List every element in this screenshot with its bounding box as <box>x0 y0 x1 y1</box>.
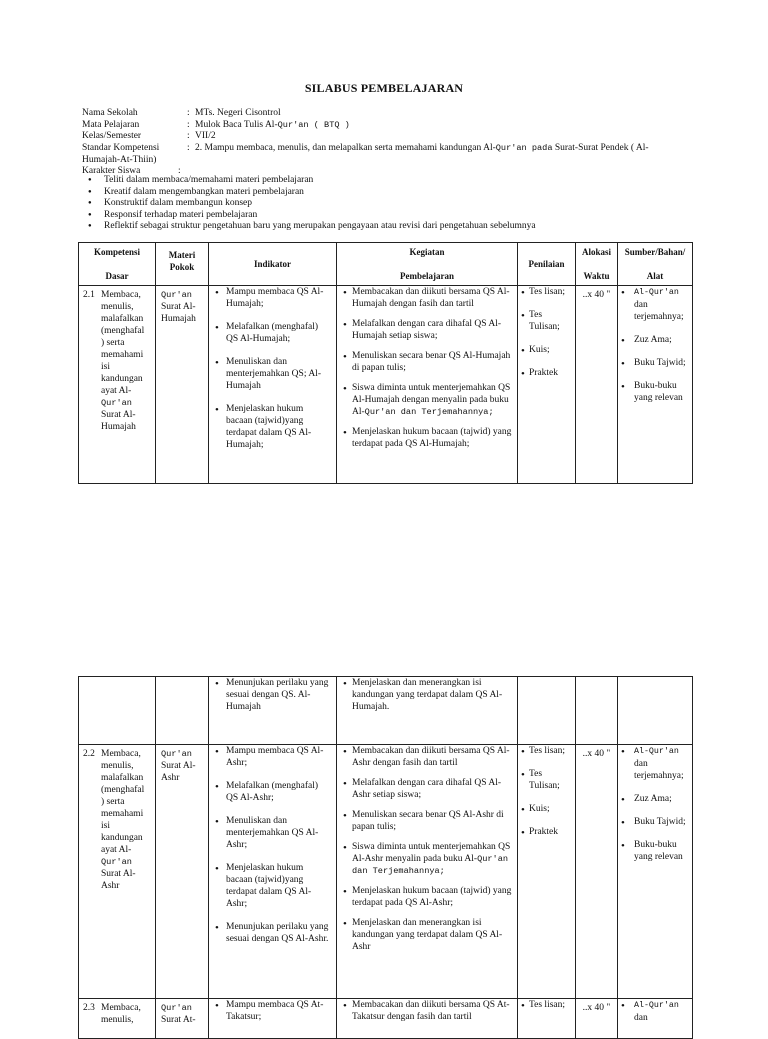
list-item: • Siswa diminta untuk menterjemahkan QS Al-Ashr menyalin pada buku Al-Qur'an dan Terjemahannya; <box>343 841 513 877</box>
indikator-cell <box>209 286 337 484</box>
list-item: • Kuis; <box>521 803 571 815</box>
waktu-cell <box>576 286 618 484</box>
karakter-item: ● Teliti dalam membaca/memahami materi pembelajaran <box>88 174 728 186</box>
list-item: • Menjelaskan hukum bacaan (tajwid) yang terdapat pada QS Al-Ashr; <box>343 885 513 909</box>
waktu-value: ..x 40 " <box>582 290 611 300</box>
list-item: • Menjelaskan hukum bacaan (tajwid) yang terdapat pada QS Al-Humajah; <box>343 426 513 450</box>
waktu-cell <box>576 745 618 999</box>
table-row <box>79 745 693 999</box>
alat-cell <box>618 999 693 1039</box>
waktu-value: ..x 40 " <box>582 1003 611 1013</box>
list-item: • Menjelaskan hukum bacaan (tajwid)yang terdapat dalam QS Al-Humajah; <box>215 403 332 451</box>
list-item: • Menjelaskan dan menerangkan isi kandungan yang terdapat dalam QS Al-Humajah. <box>343 677 513 713</box>
kd-quran: Qur'an <box>101 857 132 867</box>
table-row <box>79 286 693 484</box>
table-row <box>79 677 693 745</box>
kd-text: Membaca, menulis, malafalkan (menghafal ) serta memahami isi kandungan ayat Al- <box>101 290 145 396</box>
list-item: • Menjelaskan hukum bacaan (tajwid)yang terdapat dalam QS Al-Ashr; <box>215 862 332 910</box>
karakter-item: ● Reflektif sebagai struktur pengetahuan baru yang merupakan pengayaan atau revisi dari pengetahuan sebelumnya <box>88 220 728 232</box>
list-item: • Mampu membaca QS Al-Ashr; <box>215 745 332 769</box>
alat-cell <box>618 745 693 999</box>
list-item: • Membacakan dan diikuti bersama QS At-Takatsur dengan fasih dan tartil <box>343 999 513 1023</box>
materi-text: Surat At- <box>161 1015 196 1025</box>
meta-nama-sekolah: Nama Sekolah : MTs. Negeri Cisontrol <box>82 108 281 118</box>
karakter-item: ● Konstruktif dalam membangun konsep <box>88 197 728 209</box>
list-item: • Melafalkan dengan cara dihafal QS Al-Ashr setiap siswa; <box>343 777 513 801</box>
karakter-item: ● Kreatif dalam mengembangkan materi pembelajaran <box>88 186 728 198</box>
list-item: • Mampu membaca QS At-Takatsur; <box>215 999 332 1023</box>
header-alokasi-waktu: Alokasi Waktu <box>576 243 618 286</box>
kd-number: 2.1 <box>83 290 95 300</box>
meta-label: Mata Pelajaran <box>82 119 140 130</box>
list-item: • Praktek <box>521 826 571 838</box>
table-row <box>79 999 693 1039</box>
list-item: • Membacakan dan diikuti bersama QS Al-Humajah dengan fasih dan tartil <box>343 286 513 310</box>
kd-cell <box>79 999 156 1039</box>
indikator-cell <box>209 745 337 999</box>
list-item: • Menunjukan perilaku yang sesuai dengan QS. Al-Humajah <box>215 677 332 713</box>
list-item: • Zuz Ama; <box>621 334 688 346</box>
kd-quran: Qur'an <box>101 398 132 408</box>
syllabus-table-2 <box>78 676 693 1039</box>
kd-cell <box>79 286 156 484</box>
list-item: • Praktek <box>521 367 571 379</box>
list-item: • Al-Qur'an dan <box>621 999 688 1024</box>
list-item: • Tes lisan; <box>521 745 571 757</box>
meta-label: Karakter Siswa <box>82 166 141 177</box>
karakter-list <box>88 174 728 232</box>
page-title: SILABUS PEMBELAJARAN <box>304 81 464 95</box>
penilaian-cell <box>518 745 576 999</box>
kegiatan-cell <box>337 745 518 999</box>
list-item: • Zuz Ama; <box>621 793 688 805</box>
kd-number: 2.3 <box>83 1003 95 1013</box>
materi-cell <box>156 999 209 1039</box>
penilaian-cell <box>518 999 576 1039</box>
list-item: • Tes lisan; <box>521 286 571 298</box>
meta-label: Standar Kompetensi <box>82 143 160 154</box>
header-kompetensi-dasar: Kompetensi Dasar <box>79 243 156 286</box>
identity-block <box>82 107 682 177</box>
kd-text: Membaca, menulis, <box>101 1003 141 1025</box>
list-item: • Menunjukan perilaku yang sesuai dengan QS Al-Ashr. <box>215 921 332 945</box>
list-item: • Membacakan dan diikuti bersama QS Al-Ashr dengan fasih dan tartil <box>343 745 513 769</box>
list-item: • Menuliskan dan menterjemahkan QS Al-Ashr; <box>215 815 332 851</box>
materi-quran: Qur'an <box>161 749 192 759</box>
materi-quran: Qur'an <box>161 1003 192 1013</box>
materi-text: Surat Al-Ashr <box>161 761 196 783</box>
meta-value: Surat-Surat Pendek ( Al- <box>552 143 649 154</box>
syllabus-table-1 <box>78 242 693 484</box>
list-item: • Buku Tajwid; <box>621 816 688 828</box>
meta-value: Mulok Baca Tulis Al- <box>195 119 278 130</box>
kd-surah: Surat Al-Ashr <box>101 869 136 891</box>
materi-cell <box>156 745 209 999</box>
header-indikator: Indikator <box>209 243 337 286</box>
list-item: • Menuliskan dan menterjemahkan QS; Al-Humajah <box>215 356 332 392</box>
penilaian-cell <box>518 286 576 484</box>
meta-value-mono: Qur'an pada <box>495 143 553 154</box>
list-item: • Menuliskan secara benar QS Al-Humajah di papan tulis; <box>343 350 513 374</box>
list-item: • Tes lisan; <box>521 999 571 1011</box>
meta-karakter: Karakter Siswa : <box>82 166 181 177</box>
alat-cell <box>618 286 693 484</box>
meta-standar-cont <box>82 154 682 166</box>
list-item: • Buku-buku yang relevan <box>621 380 688 404</box>
list-item: • Mampu membaca QS Al-Humajah; <box>215 286 332 310</box>
header-kegiatan: Kegiatan Pembelajaran <box>337 243 518 286</box>
list-item: • Melafalkan dengan cara dihafal QS Al-Humajah setiap siswa; <box>343 318 513 342</box>
list-item: • Tes Tulisan; <box>521 309 571 333</box>
kd-number: 2.2 <box>83 749 95 759</box>
list-item: • Buku-buku yang relevan <box>621 839 688 863</box>
meta-value: VII/2 <box>195 131 216 142</box>
list-item: • Tes Tulisan; <box>521 768 571 792</box>
list-item: • Al-Qur'an dan terjemahnya; <box>621 286 688 323</box>
list-item: • Siswa diminta untuk menterjemahkan QS Al-Humajah dengan menyalin pada buku Al-Qur'an dan Terjemahannya; <box>343 382 513 418</box>
karakter-item: ● Responsif terhadap materi pembelajaran <box>88 209 728 221</box>
list-item: • Al-Qur'an dan terjemahnya; <box>621 745 688 782</box>
meta-value: Humajah-At-Thiin) <box>82 154 157 165</box>
meta-standar-kompetensi: Standar Kompetensi : 2. Mampu membaca, menulis, dan melapalkan serta memahami kandungan Al-Qur'an pada Surat-Surat Pendek ( Al- <box>82 143 649 154</box>
header-row <box>79 243 693 286</box>
meta-label: Kelas/Semester <box>82 131 142 142</box>
materi-text: Surat Al-Humajah <box>161 302 196 324</box>
indikator-cell <box>209 677 337 745</box>
list-item: • Menjelaskan dan menerangkan isi kandungan yang terdapat dalam QS Al-Ashr <box>343 917 513 953</box>
list-item: • Melafalkan (menghafal) QS Al-Ashr; <box>215 780 332 804</box>
list-item: • Menuliskan secara benar QS Al-Ashr di papan tulis; <box>343 809 513 833</box>
meta-value-mono: Qur'an ( BTQ ) <box>277 119 350 130</box>
kegiatan-cell <box>337 677 518 745</box>
header-penilaian: Penilaian <box>518 243 576 286</box>
materi-cell <box>156 286 209 484</box>
kegiatan-cell <box>337 999 518 1039</box>
kd-text: Membaca, menulis, malafalkan (menghafal ) serta memahami isi kandungan ayat Al- <box>101 749 145 855</box>
header-materi-pokok: Materi Pokok <box>156 243 209 286</box>
meta-value: 2. Mampu membaca, menulis, dan melapalkan serta memahami kandungan Al- <box>195 143 496 154</box>
kd-surah: Surat Al-Humajah <box>101 410 136 432</box>
meta-mata-pelajaran: Mata Pelajaran : Mulok Baca Tulis Al-Qur'an ( BTQ ) <box>82 119 350 130</box>
list-item: • Kuis; <box>521 344 571 356</box>
indikator-cell <box>209 999 337 1039</box>
materi-quran: Qur'an <box>161 290 192 300</box>
header-sumber-alat: Sumber/Bahan/ Alat <box>618 243 693 286</box>
waktu-value: ..x 40 " <box>582 749 611 759</box>
meta-label: Nama Sekolah <box>82 108 138 118</box>
waktu-cell <box>576 999 618 1039</box>
kegiatan-cell <box>337 286 518 484</box>
meta-value: MTs. Negeri Cisontrol <box>195 108 281 118</box>
list-item: • Buku Tajwid; <box>621 357 688 369</box>
meta-kelas: Kelas/Semester : VII/2 <box>82 131 216 142</box>
kd-cell <box>79 745 156 999</box>
list-item: • Melafalkan (menghafal) QS Al-Humajah; <box>215 321 332 345</box>
